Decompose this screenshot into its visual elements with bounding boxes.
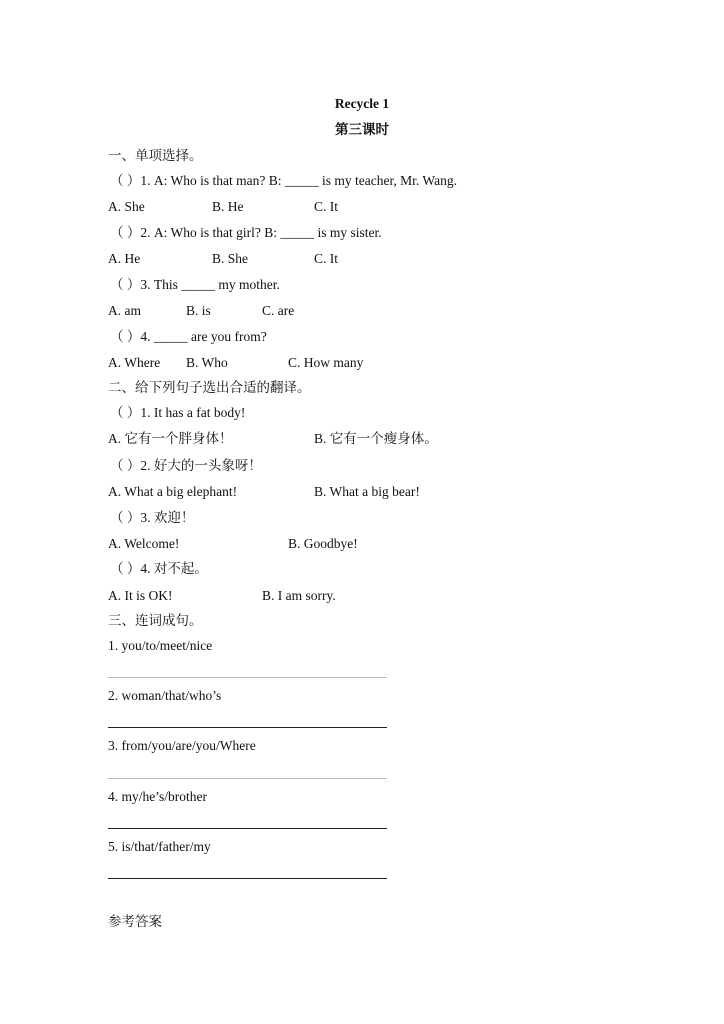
section2-heading: 二、给下列句子选出合适的翻译。	[108, 380, 311, 395]
sentence-item: 1. you/to/meet/nice	[108, 638, 213, 653]
option: B. 它有一个瘦身体。	[314, 431, 438, 446]
sentence-item: 2. woman/that/who’s	[108, 688, 222, 703]
option: A. She	[108, 199, 145, 214]
option: A. 它有一个胖身体！	[108, 431, 233, 446]
sentence-item: 5. is/that/father/my	[108, 839, 211, 854]
answer-line	[108, 878, 387, 879]
worksheet-title: Recycle 1	[334, 96, 390, 111]
answer-line	[108, 828, 387, 829]
option: C. are	[262, 303, 295, 318]
option: B. Who	[186, 355, 228, 370]
option: C. It	[314, 251, 339, 266]
question-stem: （ ）3. This _____ my mother.	[110, 277, 280, 292]
question-stem: （ ）3. 欢迎！	[110, 510, 195, 525]
question-stem: （ ）1. A: Who is that man? B: _____ is my teacher, Mr. Wang.	[110, 173, 457, 188]
option: A. am	[108, 303, 141, 318]
option: B. I am sorry.	[262, 588, 336, 603]
option: C. It	[314, 199, 339, 214]
option: B. What a big bear!	[314, 484, 420, 499]
option: A. He	[108, 251, 141, 266]
question-stem: （ ）2. 好大的一头象呀！	[110, 458, 262, 473]
section1-heading: 一、单项选择。	[108, 148, 203, 163]
lesson-subtitle: 第三课时	[335, 122, 389, 137]
answer-line	[108, 727, 387, 728]
answer-key-heading: 参考答案	[108, 914, 162, 929]
sentence-item: 4. my/he’s/brother	[108, 789, 207, 804]
question-stem: （ ）1. It has a fat body!	[110, 405, 246, 420]
option: A. What a big elephant!	[108, 484, 238, 499]
sentence-item: 3. from/you/are/you/Where	[108, 738, 256, 753]
answer-line	[108, 677, 387, 678]
option: A. Welcome!	[108, 536, 180, 551]
option: A. It is OK!	[108, 588, 173, 603]
option: A. Where	[108, 355, 161, 370]
section3-heading: 三、连词成句。	[108, 613, 203, 628]
option: C. How many	[288, 355, 364, 370]
answer-line	[108, 778, 387, 779]
option: B. Goodbye!	[288, 536, 358, 551]
question-stem: （ ）4. _____ are you from?	[110, 329, 267, 344]
option: B. is	[186, 303, 211, 318]
question-stem: （ ）4. 对不起。	[110, 561, 208, 576]
option: B. She	[212, 251, 249, 266]
question-stem: （ ）2. A: Who is that girl? B: _____ is my sister.	[110, 225, 382, 240]
option: B. He	[212, 199, 244, 214]
